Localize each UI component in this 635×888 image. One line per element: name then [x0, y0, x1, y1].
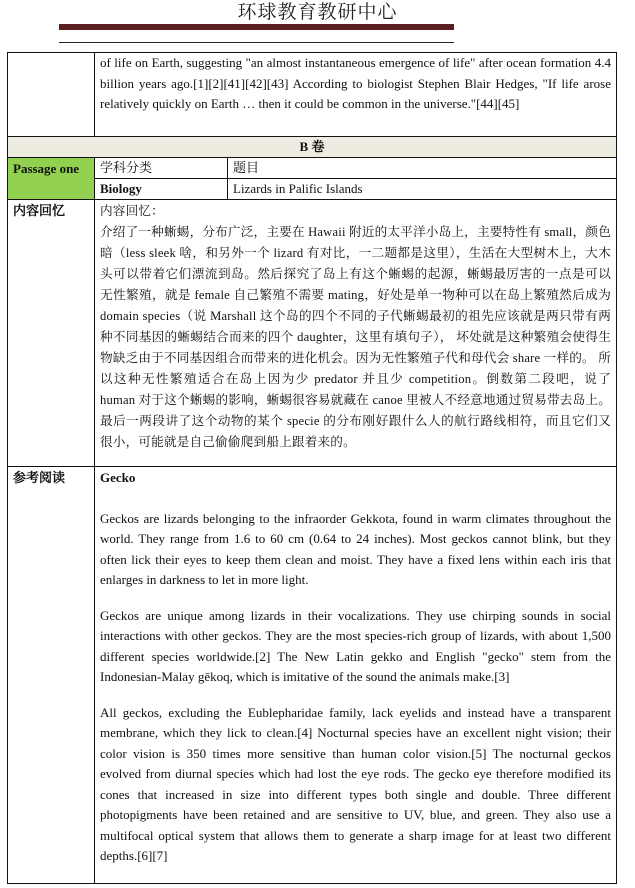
reading-paragraph: All geckos, excluding the Eublepharidae family, lack eyelids and instead have a transparent membrane, which they lick to clean.[4] Nocturnal species have an excellent night vision; their color vision is 350 times more sensitive than human color vision.[5] The nocturnal geckos evolved from diurnal species which had lost the eye rods. The gecko eye therefore modified its cones that increased in size into different types both single and double. Three different photopigments have been retained and are sensitive to UV, blue, and green. They also use a multifocal optical system that allows them to generate a sharp image for at least two different depths.[6][7] — [100, 704, 611, 863]
content-table — [7, 52, 617, 884]
continuation-text: of life on Earth, suggesting "an almost instantaneous emergence of life" after ocean formation 4.4 billion years ago.[1][2][41][42][43] According to biologist Stephen Blair Hedges, "If life arose relatively quickly on Earth … then it could be common in the universe."[44][45] — [95, 53, 617, 137]
header-rule — [59, 42, 454, 43]
empty-cell — [8, 53, 95, 137]
continuation-row — [8, 53, 617, 137]
reading-label: 参考阅读 — [8, 467, 95, 884]
reading-row — [8, 467, 617, 884]
title-value: Lizards in Palific Islands — [228, 179, 617, 200]
passage-label: Passage one — [8, 158, 95, 200]
recall-heading: 内容回忆： — [100, 204, 164, 218]
reading-heading: Gecko — [100, 470, 136, 485]
reading-paragraph: Geckos are unique among lizards in their vocalizations. They use chirping sounds in social interactions with other geckos. They are the most species-rich group of lizards, with about 1,500 different species worldwide.[2] The New Latin gekko and English "gecko" stem from the Indonesian-Malay gēkoq, which is imitative of the sound the animals make.[3] — [100, 607, 611, 684]
category-value: Biology — [95, 179, 228, 200]
category-header: 学科分类 — [95, 158, 228, 179]
reading-paragraph: Geckos are lizards belonging to the infraorder Gekkota, found in warm climates throughout the world. They range from 1.6 to 60 cm (0.64 to 24 inches). Most geckos cannot blink, but they often lick their eyes to keep them clean and moist. They have a fixed lens within each iris that enlarges in darkness to let in more light. — [100, 510, 611, 587]
recall-content — [95, 200, 617, 467]
reading-content — [95, 467, 617, 884]
page-header-title: 环球教育教研中心 — [237, 2, 398, 23]
title-header: 题目 — [228, 158, 617, 179]
recall-row — [8, 200, 617, 467]
recall-label: 内容回忆 — [8, 200, 95, 467]
header-bar — [59, 24, 454, 30]
recall-text: 介绍了一种蜥蜴，分布广泛，主要在 Hawaii 附近的太平洋小岛上，主要特性有 small，颜色暗（less sleek 啥，和另外一个 lizard 有对比，一二题都是这里），生活在大型树木上，大木头可以带着它们漂流到岛。然后探究了岛上有这个蜥蜴的起源，蜥蜴最厉害的一点是可以无性繁殖，就是 female 自己繁殖不需要 mating，好处是单一物种可以在岛上繁殖然后成为 domain species（说 Marshall 这个岛的四个不同的子代蜥蜴最初的祖先应该就是两只带有两种不同基因的蜥蜴结合而来的四个 daughter，这里有填句子）， 坏处就是这种繁殖会使得生物缺乏由于不同基因组合而带来的进化机会。因为无性繁殖子代和母代会 share 一样的。 所以这种无性繁殖适合在岛上因为少 predator 并且少 competition。倒数第二段吧，说了 human 对于这个蜥蜴的影响，蜥蜴很容易就藏在 canoe 里被人不经意地通过贸易带去岛上。最后一两段讲了这个动物的某个 specie 的分布刚好跟什么人的航行路线相符，而且它们又很小，可能就是自己偷偷爬到船上跟着来的。 — [100, 225, 611, 449]
section-label: B 卷 — [8, 137, 617, 158]
